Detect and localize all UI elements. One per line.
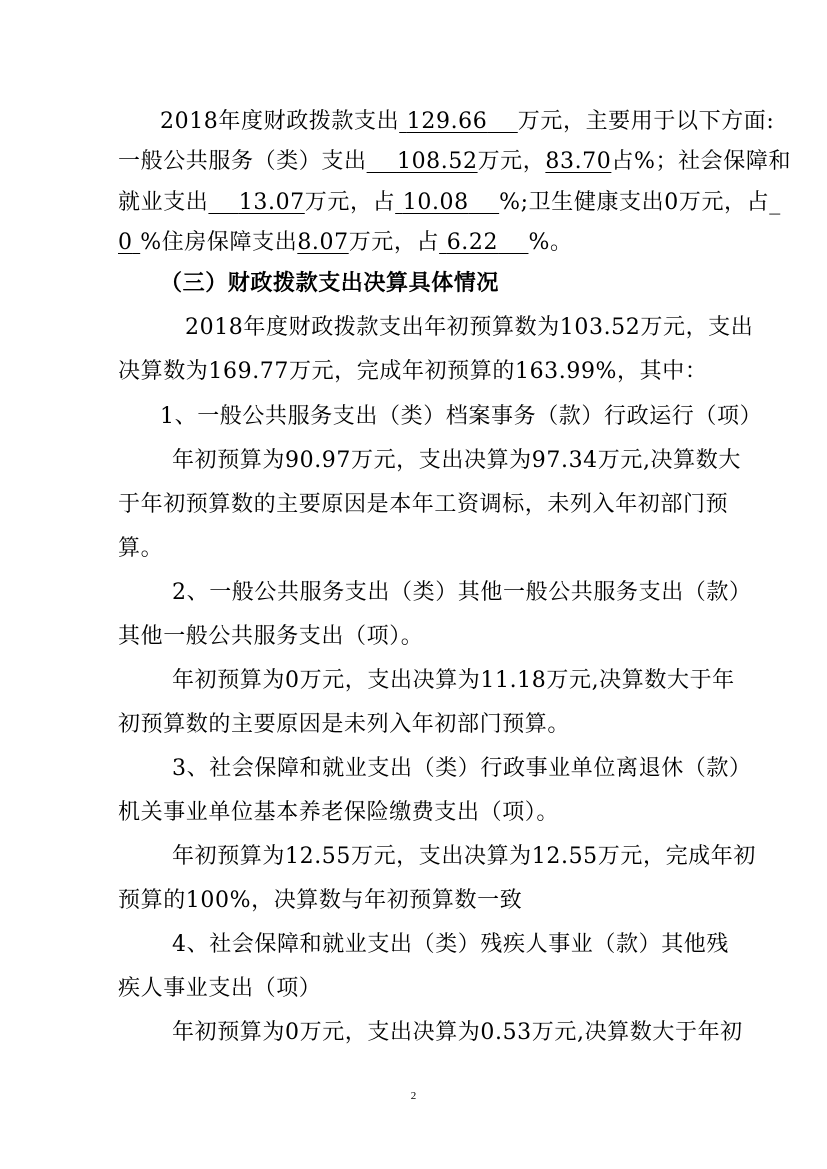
total-amount: 129.66 — [406, 109, 488, 134]
summary-text: 万元，占 — [304, 190, 396, 215]
intro-line-1: 2018年度财政拨款支出年初预算数为103.52万元，支出 — [185, 315, 754, 340]
summary-line-1 — [160, 107, 774, 137]
summary-text: 2018年度财政拨款支出 — [160, 109, 400, 134]
item-3-title-2: 机关事业单位基本养老保险缴费支出（项）。 — [118, 800, 560, 825]
item-2-title-1: 2、一般公共服务支出（类）其他一般公共服务支出（款） — [172, 580, 752, 605]
page-number: 2 — [410, 1090, 417, 1102]
summary-text: %。 — [528, 230, 573, 255]
item-4-line-1: 年初预算为0万元，支出决算为0.53万元,决算数大于年初 — [172, 1020, 743, 1045]
item-1-line-1: 年初预算为90.97万元，支出决算为97.34万元,决算数大 — [172, 448, 741, 473]
summary-line-3 — [118, 188, 781, 218]
summary-text: %;卫生健康支出0万元，占 — [499, 190, 770, 215]
social-security-amount: 13.07 — [238, 190, 305, 215]
item-3-line-1: 年初预算为12.55万元，支出决算为12.55万元，完成年初 — [172, 844, 756, 869]
summary-text: %住房保障支出 — [140, 230, 298, 255]
item-4-title-2: 疾人事业支出（项） — [118, 976, 322, 1001]
item-2-line-1: 年初预算为0万元，支出决算为11.18万元,决算数大于年 — [172, 668, 735, 693]
housing-amount: 8.07 — [297, 230, 349, 255]
item-4-title-1: 4、社会保障和就业支出（类）残疾人事业（款）其他残 — [172, 932, 729, 957]
summary-text: 万元，主要用于以下方面: — [517, 109, 775, 134]
item-1-line-2: 于年初预算数的主要原因是本年工资调标，未列入年初部门预 — [118, 492, 729, 517]
health-percent: 0 — [118, 230, 133, 255]
housing-percent: 6.22 — [446, 230, 499, 255]
intro-line-2: 决算数为169.77万元，完成年初预算的163.99%，其中： — [118, 359, 708, 384]
summary-text: _ — [769, 190, 781, 215]
item-1-line-3: 算。 — [118, 536, 164, 561]
item-2-title-2: 其他一般公共服务支出（项）。 — [118, 624, 424, 649]
summary-text: 就业支出 — [118, 190, 209, 215]
summary-line-4 — [118, 228, 573, 258]
item-1-title: 1、一般公共服务支出（类）档案事务（款）行政运行（项） — [160, 404, 763, 429]
item-3-line-2: 预算的100%，决算数与年初预算数一致 — [118, 888, 523, 913]
general-services-percent: 83.70 — [545, 149, 612, 174]
item-3-title-1: 3、社会保障和就业支出（类）行政事业单位离退休（款） — [172, 756, 752, 781]
summary-text: 占%；社会保障和 — [611, 149, 792, 174]
section-title: （三）财政拨款支出决算具体情况 — [160, 271, 500, 296]
summary-text: 万元，占 — [348, 230, 440, 255]
summary-text: 万元， — [477, 149, 546, 174]
item-2-line-2: 初预算数的主要原因是未列入年初部门预算。 — [118, 712, 571, 737]
general-services-amount: 108.52 — [396, 149, 478, 174]
summary-line-2 — [118, 147, 791, 177]
summary-text: 一般公共服务（类）支出 — [118, 149, 367, 174]
social-security-percent: 10.08 — [402, 190, 469, 215]
